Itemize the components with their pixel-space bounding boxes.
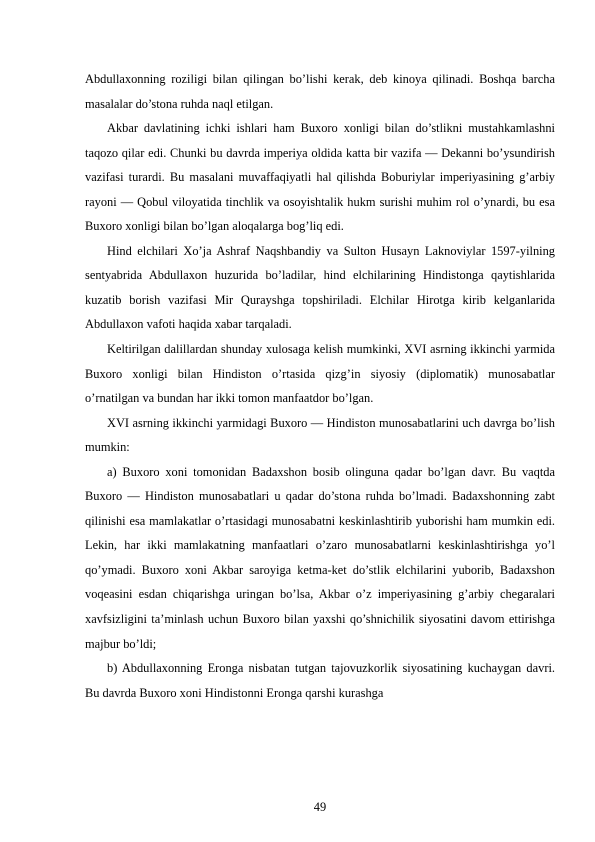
paragraph-continuation: Abdullaxonning roziligi bilan qilingan bo’lishi kerak, deb kinoya qilinadi. Boshqa barcha masalalar do’stona ruhda naql etilgan. (85, 72, 555, 111)
document-body (85, 67, 555, 705)
page-number: 49 (313, 800, 327, 814)
paragraph-three-periods: XVI asrning ikkinchi yarmidagi Buxoro — Hindiston munosabatlarini uch davrga bo’lish mumkin: (85, 415, 555, 455)
paragraph-conclusion: Keltirilgan dalillardan shunday xulosaga kelish mumkinki, XVI asrning ikkinchi yarmida Buxoro xonligi bilan Hindiston o’rtasida qizg’in siyosiy (diplomatik) munosabatlar o’rnatilgan va bundan har ikki tomon manfaatdor bo’lgan. (85, 342, 555, 406)
paragraph-period-a: a) Buxoro xoni tomonidan Badaxshon bosib olinguna qadar bo’lgan davr. Bu vaqtda Buxoro — Hindiston munosabatlari u qadar do’stona ruhda bo’lmadi. Badaxshonning zabt qilinishi esa mamlakatlar o’rtasidagi munosabatni keskinlashtirib yuborishi ham mumkin edi. Lekin, har ikki mamlakatning manfaatlari o’zaro munosabatlarni keskinlashtirishga yo’l qo’ymadi. Buxoro xoni Akbar saroyiga ketma-ket do’stlik elchilarini yuborib, Badaxshon voqeasini esdan chiqarishga uringan bo’lsa, Akbar o’z imperiyasining g’arbiy chegaralari xavfsizligini ta’minlash uchun Buxoro bilan yaxshi qo’shnichilik siyosatini davom ettirishga majbur bo’ldi; (85, 464, 555, 651)
paragraph-akbar-internal-affairs: Akbar davlatining ichki ishlari ham Buxoro xonligi bilan do’stlikni mustahkamlashni taqozo qilar edi. Chunki bu davrda imperiya oldida katta bir vazifa — Dekanni bo’ysundirish vazifasi turardi. Bu masalani muvaffaqiyatli hal qilishda Boburiylar imperiyasining g’arbiy rayoni — Qobul viloyatida tinchlik va osoyishtalik hukm surishi muhim rol o’ynardi, bu esa Buxoro xonligi bilan bo’lgan aloqalarga bog’liq edi. (85, 121, 555, 234)
paragraph-period-b: b) Abdullaxonning Eronga nisbatan tutgan tajovuzkorlik siyosatining kuchaygan davri. Bu davrda Buxoro xoni Hindistonni Eronga qarshi kurashga (85, 661, 555, 700)
paragraph-indian-envoys: Hind elchilari Xo’ja Ashraf Naqshbandiy va Sulton Husayn Laknoviylar 1597-yilning sentyabrida Abdullaxon huzurida bo’ladilar, hind elchilarining Hindistonga qaytishlarida kuzatib borish vazifasi Mir Qurayshga topshiriladi. Elchilar Hirotga kirib kelganlarida Abdullaxon vafoti haqida xabar tarqaladi. (85, 243, 555, 332)
